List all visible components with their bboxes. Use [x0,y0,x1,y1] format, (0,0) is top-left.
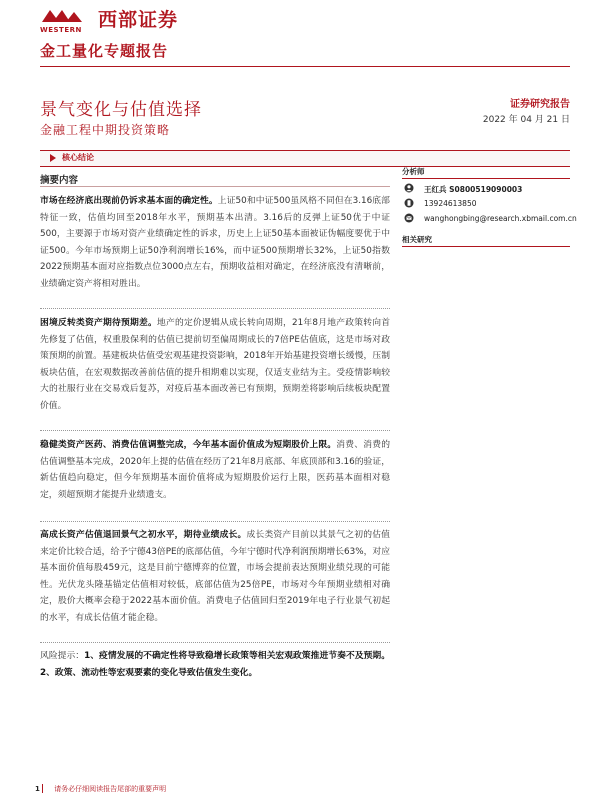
paragraph-1-lead: 市场在经济底出现前仍诉求基本面的确定性。 [40,196,218,206]
western-logo-icon [40,8,88,24]
abstract-underline [40,186,390,187]
email-icon [404,213,414,223]
core-conclusion-bar [40,150,570,167]
analyst-phone: 13924613850 [424,199,477,208]
analyst-divider [402,178,570,179]
paragraph-3-lead: 稳健类资产医药、消费估值调整完成，今年基本面价值成为短期股价上限。 [40,440,337,450]
risk-prefix: 风险提示： [40,651,85,661]
paragraph-4-body: 成长类资产目前以其景气之初的估值来定价比较合适，给予宁德43倍PE的底部估值，今年宁德时代净利润预期增长63%，对应基本面价值每股459元，这是目前宁德博弈的位置，市场会提前表达预期业绩兑现的可能性。光伏龙头隆基锚定估值相对较低，底部估值为25倍PE，市场对今年预期业绩相对确定，股价大概率会稳于2022基本面价值。消费电子估值回归至2019年电子行业景气初起的水平，有成长估值才能企稳。 [40,530,390,623]
report-title: 景气变化与估值选择 [40,100,202,120]
paragraph-3 [40,437,390,503]
report-series: 金工量化专题报告 [40,42,169,60]
brand-english: WESTERN [40,26,82,34]
paragraph-4-lead: 高成长资产估值退回景气之初水平，期待业绩成长。 [40,530,247,540]
header-divider [40,66,570,67]
report-subtitle: 金融工程中期投资策略 [40,123,171,137]
person-icon [404,183,414,193]
brand-chinese: 西部证券 [98,9,179,31]
footer-disclaimer: 请务必仔细阅读报告尾部的重要声明 [54,785,167,793]
risk-paragraph [40,648,390,681]
paragraph-1 [40,193,390,293]
paragraph-3-body: 消费、消费的估值调整基本完成，2020年上提的估值在经历了21年8月底部、年底顶部和3.16的验证，新估值趋向稳定，但今年预期基本面价值将成为短期股价运行上限，医药基本面相对稳定，须超预期才能提升业绩遗支。 [40,440,390,500]
related-research-label: 相关研究 [402,235,432,244]
analyst-section-label: 分析师 [402,167,425,176]
analyst-name-cert: 王红兵 S0800519090003 [424,185,523,194]
related-divider [402,246,570,247]
footer [35,784,166,794]
report-type: 证券研究报告 [510,99,570,110]
paragraph-separator [40,642,390,643]
paragraph-separator [40,521,390,522]
paragraph-separator [40,430,390,431]
page-number: 1 [35,785,40,793]
risk-body: 1、疫情发展的不确定性将导致稳增长政策等相关宏观政策推进节奏不及预期。2、政策、流动性等宏观要素的变化导致估值发生变化。 [40,651,390,678]
triangle-bullet-icon [50,154,56,162]
phone-icon [404,198,414,208]
paragraph-2-body: 地产的定价逻辑从成长转向周期，21年8月地产政策转向首先修复了估值，权重股保利的估值已提前切至偏周期成长的7倍PE估值底，这是市场对政策预期的前置。基建板块估值受宏观基建投资影响，2018年开始基建投资增长缓慢，压制板块估值，在宏观数据改善前估值的提升相期难以实现，仅适支业结为主。受疫情影响较大的社服行业在交易戏后复苏，对疫后基本面改善已有预期，预期差将影响后续板块配置价值。 [40,318,390,411]
report-date: 2022 年 04 月 21 日 [482,115,570,125]
paragraph-4 [40,527,390,627]
paragraph-1-body: 上证50和中证500虽风格不同但在3.16底部特征一致，估值均回至2018年水平，预期基本出清。3.16后的反弹上证50优于中证500，主要源于市场对资产业绩确定性的诉求，历史上上证50基本面被证伪幅度要优于中证500。今年市场预期上证50净利润增长16%，而中证500预期增长32%，上证50指数2022预期基本面对应指数点位3000点左右，预期收益相对确定，在经济底没有清晰前，业绩确定资产将相对胜出。 [40,196,390,289]
paragraph-2-lead: 困境反转类资产期待预期差。 [40,318,157,328]
abstract-title: 摘要内容 [40,175,79,186]
analyst-email[interactable]: wanghongbing@research.xbmail.com.cn [424,214,577,223]
paragraph-2 [40,315,390,415]
paragraph-separator [40,308,390,309]
core-conclusion-label: 核心结论 [62,153,94,162]
